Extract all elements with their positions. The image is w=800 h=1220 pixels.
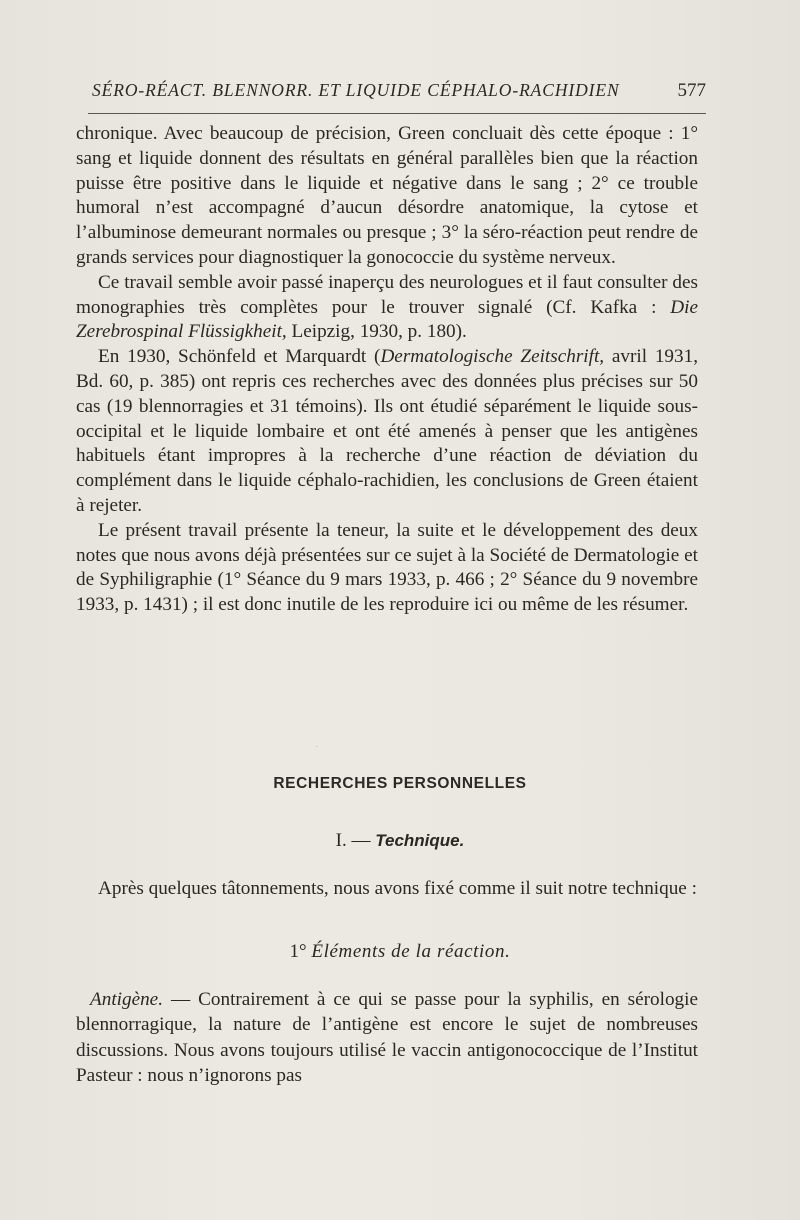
section-heading: RECHERCHES PERSONNELLES [273, 775, 527, 792]
paragraph-2-text: Ce travail semble avoir passé inaperçu des neurologues et il faut consulter des monographies très complètes pour le trouver signalé (Cf. Kafka : [76, 271, 698, 318]
paragraph-3-tail: avril 1931, Bd. 60, p. 385) ont repris ces recherches avec des données plus précises sur 50 cas (19 blennorragies et 31 témoins). Ils ont étudié séparément le liquide sous-occipital et le liquide lombaire et ont été amenés à penser que les antigènes habituels étant impropres à la recherche d’une réaction de déviation du complément dans le liquide céphalo-rachidien, les conclusions de Green étaient à rejeter. [76, 346, 699, 516]
paragraph-3-text: En 1930, Schönfeld et Marquardt ( [98, 346, 381, 368]
running-header [92, 80, 706, 110]
paragraph-2 [76, 271, 698, 345]
subheading-title: Technique. [375, 831, 465, 850]
technique-intro: Après quelques tâtonnements, nous avons fixé comme il suit notre technique : [98, 878, 697, 899]
antigene-text: — Contrairement à ce qui se passe pour la syphilis, en sérologie blennorragique, la nature de l’antigène est encore le sujet de nombreuses discussions. Nous avons toujours utilisé le vaccin antigonococcique de l’Institut Pasteur : nous n’ignorons pas [76, 989, 698, 1086]
antigene-block [76, 987, 698, 1088]
body-text [76, 122, 698, 618]
subheading-technique [0, 830, 800, 852]
page-number: 577 [677, 80, 706, 101]
citation-journal-title: Dermatologische Zeitschrift, [380, 346, 605, 368]
subheading-numeral: I. — [335, 830, 376, 851]
citation-kafka-title: Die Zerebrospinal Flüssigkheit, [76, 296, 698, 343]
subsubheading-title: Éléments de la réaction. [311, 941, 511, 962]
header-rule [88, 113, 706, 114]
antigene-paragraph [76, 987, 698, 1088]
paragraph-3 [76, 345, 698, 519]
running-title: SÉRO-RÉACT. BLENNORR. ET LIQUIDE CÉPHALO-RACHIDIEN [92, 80, 620, 100]
paragraph-1: chronique. Avec beaucoup de précision, Green concluait dès cette époque : 1° sang et liquide donnent des résultats en général parallèles bien que la réaction puisse être positive dans le liquide et négative dans le sang ; 2° ce trouble humoral n’est accompagné d’aucun désordre anatomique, la cytose et l’albuminose demeurant normales ou presque ; 3° la séro-réaction peut rendre de grands services pour diagnostiquer la gonococcie du système nerveux. [76, 123, 698, 268]
subsubheading-number: 1° [289, 941, 312, 962]
technique-intro-block [76, 877, 698, 902]
paragraph-4: Le présent travail présente la teneur, la suite et le développement des deux notes que nous avons déjà présentées sur ce sujet à la Société de Dermatologie et de Syphiligraphie (1° Séance du 9 mars 1933, p. 466 ; 2° Séance du 9 novembre 1933, p. 1431) ; il est donc inutile de les reproduire ici ou même de les résumer. [76, 519, 698, 616]
antigene-label: Antigène. [90, 989, 163, 1010]
subsubheading-elements [0, 941, 800, 963]
print-speck: ˙ [315, 745, 319, 756]
paragraph-2-tail: Leipzig, 1930, p. 180). [286, 321, 467, 343]
